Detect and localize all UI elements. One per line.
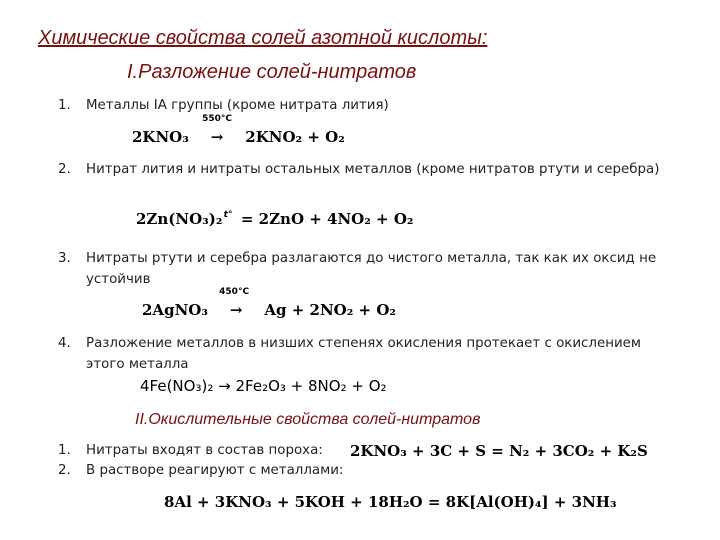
arrow-condition: t° xyxy=(223,210,233,220)
reaction-arrow: 450°C → xyxy=(219,287,250,319)
eq-right: 2KNO₂ + O₂ xyxy=(245,128,345,146)
eq-left: 2KNO₃ xyxy=(132,128,189,146)
item-number: 2. xyxy=(58,162,71,177)
eq-right: 2Fe₂O₃ + 8NO₂ + O₂ xyxy=(235,377,387,395)
equation-3 xyxy=(142,287,396,319)
title-line-2: I.Разложение солей-нитратов xyxy=(127,61,417,83)
reaction-arrow: 550°C → xyxy=(202,114,232,146)
item-text: Разложение металлов в низших степенях окисления протекает с окислением этого металла xyxy=(86,336,642,372)
eq-right: Ag + 2NO₂ + O₂ xyxy=(264,301,396,319)
section-2-title: II.Окислительные свойства солей-нитратов xyxy=(135,411,481,428)
title-line-1: Химические свойства солей азотной кислоты: xyxy=(38,27,488,49)
item-text: Металлы IA группы (кроме нитрата лития) xyxy=(86,98,389,113)
item-number: 2. xyxy=(58,463,71,478)
reaction-arrow: → xyxy=(218,377,231,395)
arrow-condition: 450°C xyxy=(219,287,250,297)
item-text: В растворе реагируют с металлами: xyxy=(86,463,344,478)
equation-2 xyxy=(136,210,413,228)
eq-left: 2AgNO₃ xyxy=(142,301,208,319)
item-text: Нитрат лития и нитраты остальных металлов (кроме нитратов ртути и серебра) xyxy=(86,162,660,177)
arrow-condition: 550°C xyxy=(202,114,232,124)
eq-left: 4Fe(NO₃)₂ xyxy=(140,377,214,395)
equation-4 xyxy=(140,377,387,395)
item-text: Нитраты входят в состав пороха: xyxy=(86,443,323,458)
item-number: 1. xyxy=(58,98,71,113)
item-number: 4. xyxy=(58,336,71,351)
equation-final: 8Al + 3KNO₃ + 5KOH + 18H₂O = 8K[Al(OH)₄] + 3NH₃ xyxy=(164,493,617,511)
item-number: 1. xyxy=(58,443,71,458)
item-number: 3. xyxy=(58,251,71,266)
eq-left: 2Zn(NO₃)₂ xyxy=(136,210,223,228)
item-text: Нитраты ртути и серебра разлагаются до чистого металла, так как их оксид не устойчив xyxy=(86,251,657,287)
equation-gunpowder: 2KNO₃ + 3C + S = N₂ + 3CO₂ + K₂S xyxy=(350,442,648,460)
eq-right: = 2ZnO + 4NO₂ + O₂ xyxy=(240,210,414,228)
equation-1 xyxy=(132,114,345,146)
